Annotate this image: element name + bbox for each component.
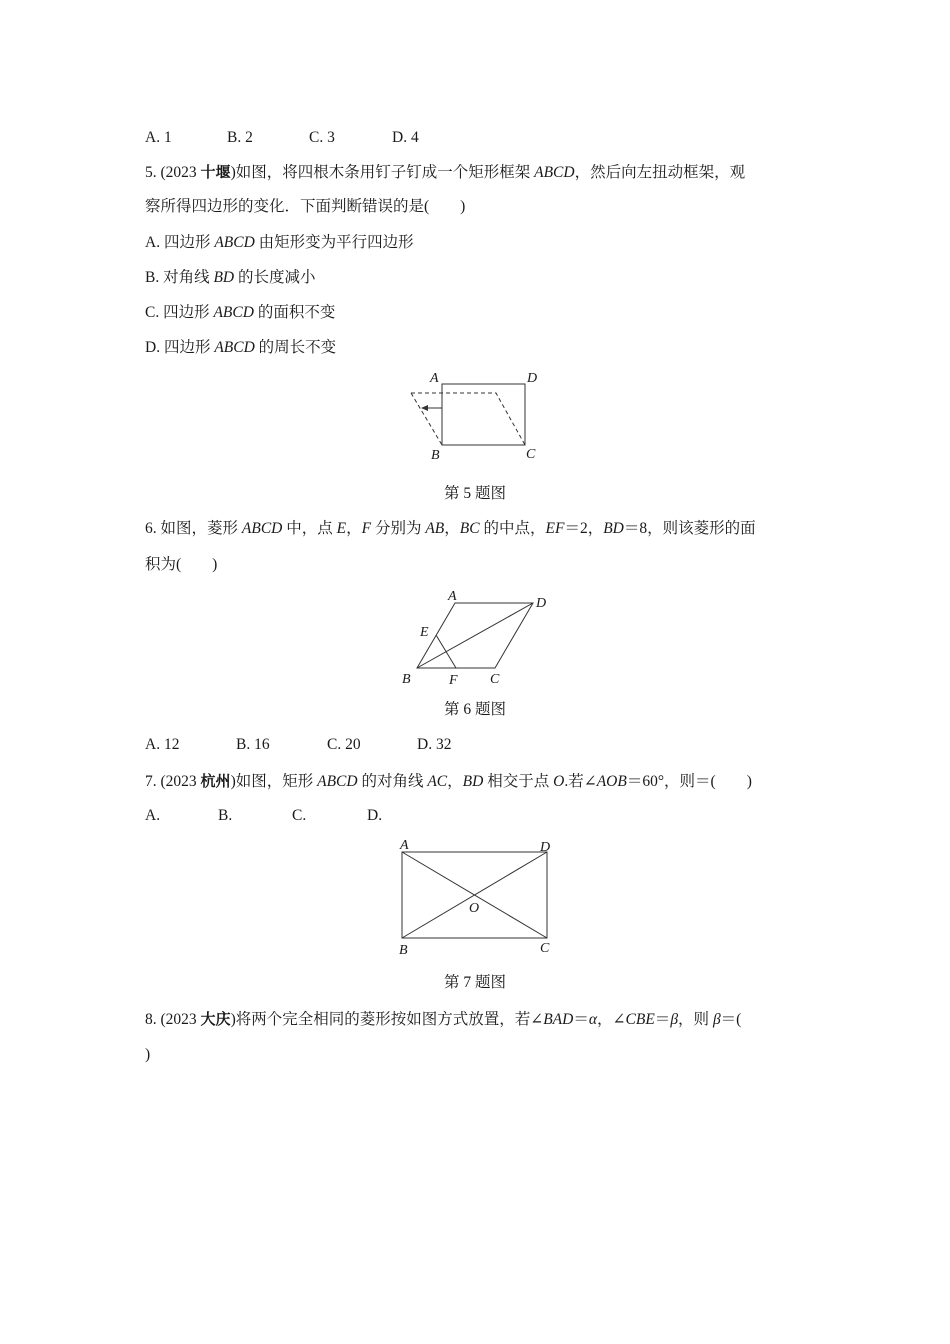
q8-stem-line1 <box>145 1009 741 1030</box>
q7-text: .若∠ <box>564 773 597 790</box>
q8-text: ＝ <box>573 1011 589 1028</box>
label-b: B <box>402 672 411 687</box>
option-var: BD <box>213 269 235 286</box>
q8-text: ＝ <box>654 1011 671 1028</box>
q8-source: 大庆 <box>200 1010 231 1028</box>
option-var: ABCD <box>214 339 255 356</box>
q7-source: 杭州 <box>200 772 231 790</box>
figure-7-caption: 第 7 题图 <box>443 974 506 991</box>
q5-source: 十堰 <box>200 163 231 181</box>
q7-var: BD <box>462 773 484 790</box>
option-var: ABCD <box>214 234 255 251</box>
q6-option-b[interactable]: B. 16 <box>236 736 270 753</box>
q7-var: O <box>553 773 565 790</box>
option-text: 的面积不变 <box>253 304 336 321</box>
q5-text: )如图，将四根木条用钉子钉成一个矩形框架 <box>230 164 535 181</box>
label-d: D <box>536 596 547 611</box>
q6-var: BD <box>603 520 624 537</box>
option-text: B. 对角线 <box>145 269 214 286</box>
label-e: E <box>420 625 429 640</box>
label-c: C <box>540 941 550 956</box>
label-d: D <box>540 840 551 855</box>
q7-option-c[interactable]: C. <box>292 807 307 824</box>
q8-number: 8. (2023 <box>145 1011 201 1028</box>
q6-text: 的中点， <box>479 520 546 537</box>
label-a: A <box>400 838 409 853</box>
q4-option-c[interactable]: C. 3 <box>309 129 335 146</box>
q8-var: β <box>670 1011 679 1028</box>
q8-var: β <box>712 1011 721 1028</box>
q6-option-d[interactable]: D. 32 <box>417 736 452 753</box>
q6-var: BC <box>459 520 480 537</box>
q6-var: EF <box>545 520 565 537</box>
q7-text: ＝60°，则＝( ) <box>626 773 752 790</box>
option-text: 的周长不变 <box>254 339 337 356</box>
label-a: A <box>430 371 439 386</box>
label-c: C <box>490 672 500 687</box>
q7-option-b[interactable]: B. <box>218 807 233 824</box>
q4-option-d[interactable]: D. 4 <box>392 129 419 146</box>
q7-number: 7. (2023 <box>145 773 201 790</box>
q7-var: AC <box>427 773 448 790</box>
label-o: O <box>469 901 480 916</box>
q6-text: ＝8，则该菱形的面 <box>623 520 756 537</box>
figure-6-caption: 第 6 题图 <box>443 701 506 718</box>
q6-text: 6. 如图，菱形 <box>145 520 242 537</box>
q6-text: ＝2， <box>564 520 604 537</box>
q6-text: 中，点 <box>282 520 337 537</box>
label-b: B <box>399 943 408 958</box>
q6-var: ABCD <box>241 520 283 537</box>
option-text: A. 四边形 <box>145 234 215 251</box>
q5-text: ，然后向左扭动框架，观 <box>574 164 746 181</box>
q4-option-b[interactable]: B. 2 <box>227 129 253 146</box>
q8-var: BAD <box>543 1011 574 1028</box>
q8-stem-line2: ) <box>145 1046 151 1063</box>
q7-option-d[interactable]: D. <box>367 807 383 824</box>
option-text: D. 四边形 <box>145 339 215 356</box>
q7-var: ABCD <box>317 773 358 790</box>
q6-var: F <box>361 520 372 537</box>
q6-text: 分别为 <box>371 520 426 537</box>
option-text: C. 四边形 <box>145 304 214 321</box>
q8-var: CBE <box>625 1011 655 1028</box>
label-b: B <box>431 448 440 463</box>
q7-var: AOB <box>596 773 627 790</box>
label-d: D <box>527 371 538 386</box>
q6-var: AB <box>425 520 445 537</box>
q7-text: )如图，矩形 <box>230 773 318 790</box>
q7-text: 的对角线 <box>357 773 428 790</box>
q8-text: ，则 <box>678 1011 713 1028</box>
q6-text: ， <box>444 520 460 537</box>
option-text: 由矩形变为平行四边形 <box>254 234 414 251</box>
q4-option-a[interactable]: A. 1 <box>145 129 172 146</box>
label-f: F <box>449 673 458 688</box>
q6-var: E <box>336 520 347 537</box>
q8-var: α <box>588 1011 598 1028</box>
q7-text: 相交于点 <box>483 773 554 790</box>
option-var: ABCD <box>213 304 254 321</box>
q6-stem-line2: 积为( ) <box>145 556 218 573</box>
label-a: A <box>448 589 457 604</box>
q8-text: )将两个完全相同的菱形按如图方式放置，若∠ <box>230 1011 544 1028</box>
option-text: 的长度减小 <box>234 269 316 286</box>
label-c: C <box>526 447 536 462</box>
q6-option-a[interactable]: A. 12 <box>145 736 180 753</box>
q8-text: ，∠ <box>597 1011 626 1028</box>
q5-var: ABCD <box>534 164 575 181</box>
q7-text: ， <box>447 773 463 790</box>
q5-number: 5. (2023 <box>145 164 201 181</box>
q6-text: ， <box>346 520 362 537</box>
q5-stem-line2: 察所得四边形的变化．下面判断错误的是( ) <box>145 198 466 215</box>
q6-option-c[interactable]: C. 20 <box>327 736 361 753</box>
figure-5-caption: 第 5 题图 <box>443 485 506 502</box>
q7-option-a[interactable]: A. <box>145 807 161 824</box>
q8-text: ＝( <box>720 1011 742 1028</box>
